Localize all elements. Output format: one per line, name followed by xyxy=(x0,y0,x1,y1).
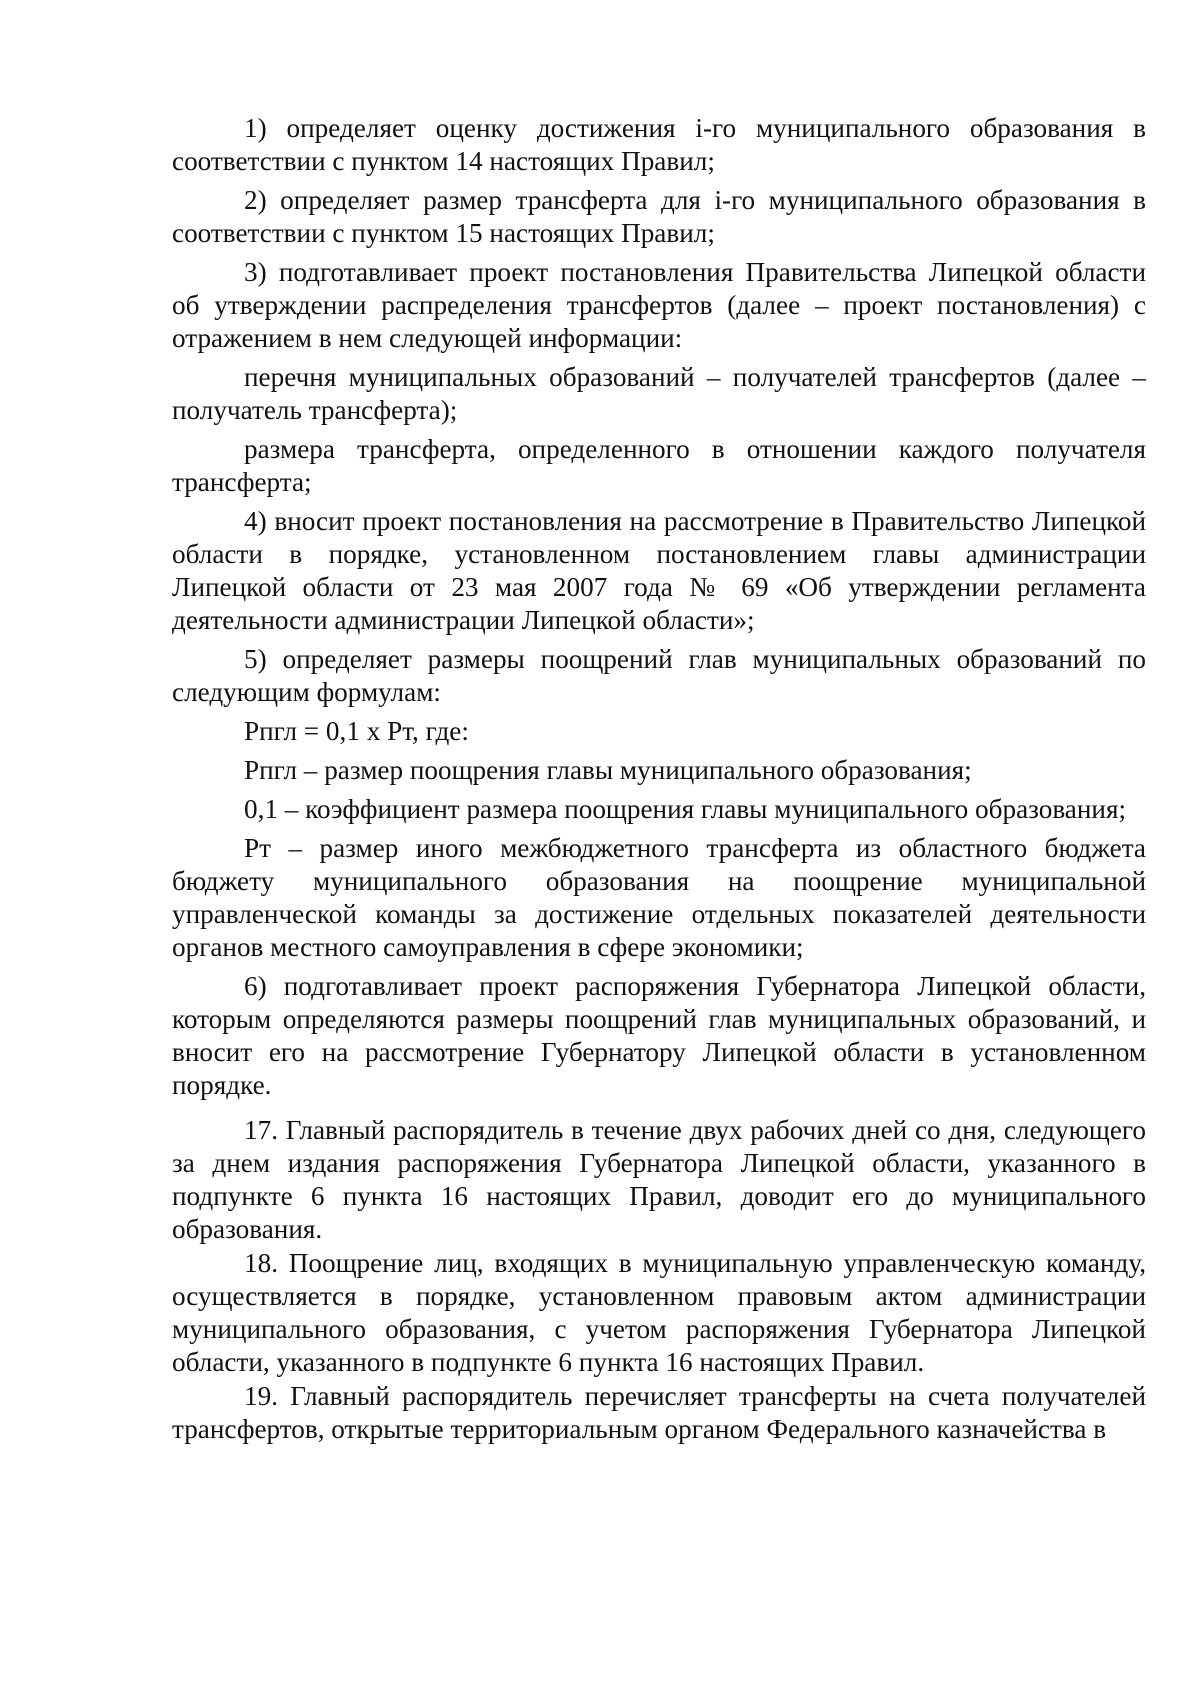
paragraph-subitem-3: 3) подготавливает проект постановления Правительства Липецкой области об утверждении распределения трансфертов (далее – проект постановления) с отражением в нем следующей информации: xyxy=(172,257,1146,353)
paragraph-subitem-5: 5) определяет размеры поощрений глав муниципальных образований по следующим формулам: xyxy=(172,644,1146,707)
paragraph-item-19: 19. Главный распорядитель перечисляет трансферты на счета получателей трансфертов, открытые территориальным органом Федерального казначейства в xyxy=(172,1381,1146,1444)
document-body xyxy=(172,112,1146,1452)
paragraph-subitem-6: 6) подготавливает проект распоряжения Губернатора Липецкой области, которым определяются размеры поощрений глав муниципальных образований, и вносит его на рассмотрение Губернатору Липецкой области в установленном порядке. xyxy=(172,971,1146,1100)
paragraph-item-18: 18. Поощрение лиц, входящих в муниципальную управленческую команду, осуществляется в порядке, установленном правовым актом администрации муниципального образования, с учетом распоряжения Губернатора Липецкой области, указанного в подпункте 6 пункта 16 настоящих Правил. xyxy=(172,1248,1146,1377)
paragraph-formula-rt: Рт – размер иного межбюджетного трансферта из областного бюджета бюджету муниципального образования на поощрение муниципальной управленческой команды за достижение отдельных показателей деятельности органов местного самоуправления в сфере экономики; xyxy=(172,833,1146,962)
paragraph-list-transfer-size: размера трансферта, определенного в отношении каждого получателя трансферта; xyxy=(172,434,1146,497)
paragraph-formula: Рпгл = 0,1 х Рт, где: xyxy=(244,716,469,746)
paragraph-subitem-4: 4) вносит проект постановления на рассмотрение в Правительство Липецкой области в порядке, установленном постановлением главы администрации Липецкой области от 23 мая 2007 года № 69 «Об утверждении регламента деятельности администрации Липецкой области»; xyxy=(172,506,1146,635)
paragraph-list-recipients: перечня муниципальных образований – получателей трансфертов (далее – получатель трансферта); xyxy=(172,362,1146,425)
paragraph-subitem-1: 1) определяет оценку достижения i-го муниципального образования в соответствии с пунктом 14 настоящих Правил; xyxy=(172,113,1146,176)
paragraph-subitem-2: 2) определяет размер трансферта для i-го муниципального образования в соответствии с пунктом 15 настоящих Правил; xyxy=(172,185,1146,248)
paragraph-formula-rpgl: Рпгл – размер поощрения главы муниципального образования; xyxy=(244,755,972,785)
paragraph-item-17: 17. Главный распорядитель в течение двух рабочих дней со дня, следующего за днем издания распоряжения Губернатора Липецкой области, указанного в подпункте 6 пункта 16 настоящих Правил, доводит его до муниципального образования. xyxy=(172,1115,1146,1244)
paragraph-formula-coefficient: 0,1 – коэффициент размера поощрения главы муниципального образования; xyxy=(244,794,1127,824)
